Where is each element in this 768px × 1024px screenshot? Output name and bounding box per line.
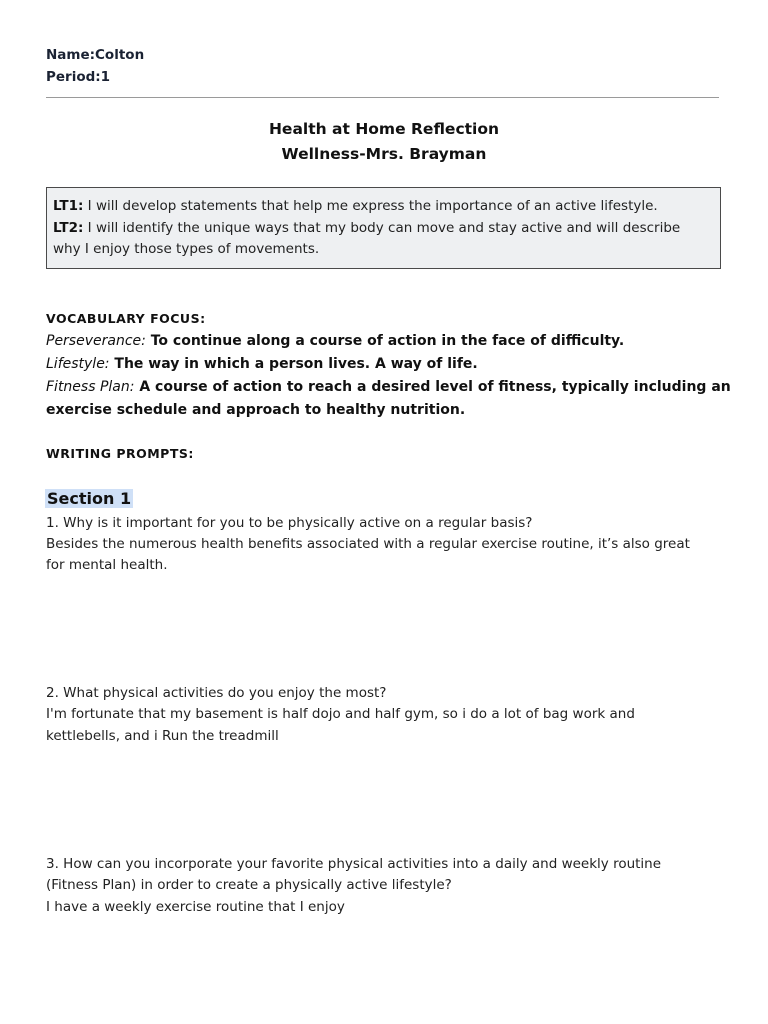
vocab-item-fitness-plan-cont xyxy=(46,399,465,422)
vocab-term: Lifestyle: xyxy=(46,356,110,372)
learning-target-2 xyxy=(53,218,714,240)
answer-1-line-2: for mental health. xyxy=(46,557,168,573)
question-3: 3. How can you incorporate your favorite physical activities into a daily and weekly routine xyxy=(46,856,662,872)
vocab-item-perseverance xyxy=(46,330,624,353)
vocab-definition: To continue along a course of action in the face of difficulty. xyxy=(145,333,625,349)
document-subtitle: Wellness-Mrs. Brayman xyxy=(281,145,487,163)
lt1-label: LT1: xyxy=(53,198,84,214)
lt2-text: I will identify the unique ways that my body can move and stay active and will describe xyxy=(83,219,681,236)
vocab-item-lifestyle xyxy=(46,353,478,376)
vocab-term: Fitness Plan: xyxy=(46,379,135,395)
student-period: Period:1 xyxy=(46,69,111,85)
vocabulary-heading: VOCABULARY FOCUS: xyxy=(46,311,206,326)
answer-1-line-1: Besides the numerous health benefits associated with a regular exercise routine, it’s also great xyxy=(46,536,690,552)
vocab-definition-cont: exercise schedule and approach to healthy nutrition. xyxy=(46,402,466,418)
vocab-term: Perseverance: xyxy=(46,333,146,349)
answer-2-line-2: kettlebells, and i Run the treadmill xyxy=(46,728,279,744)
lt2-text-cont: why I enjoy those types of movements. xyxy=(53,241,320,257)
document-title: Health at Home Reflection xyxy=(268,120,500,138)
learning-target-1 xyxy=(53,196,714,218)
learning-targets-box xyxy=(46,187,721,269)
section-1-heading: Section 1 xyxy=(47,489,132,508)
vocab-definition: The way in which a person lives. A way of life. xyxy=(109,356,478,372)
question-3-cont: (Fitness Plan) in order to create a physically active lifestyle? xyxy=(46,877,452,893)
learning-target-2-cont xyxy=(53,239,714,261)
lt1-text: I will develop statements that help me express the importance of an active lifestyle. xyxy=(83,198,658,214)
question-1: 1. Why is it important for you to be physically active on a regular basis? xyxy=(46,515,533,531)
question-2: 2. What physical activities do you enjoy the most? xyxy=(46,685,387,701)
writing-prompts-heading: WRITING PROMPTS: xyxy=(46,446,194,461)
vocab-definition: A course of action to reach a desired level of fitness, typically including an xyxy=(134,379,731,395)
answer-2-line-1: I'm fortunate that my basement is half dojo and half gym, so i do a lot of bag work and xyxy=(46,706,635,722)
header-divider xyxy=(46,97,719,98)
student-name: Name:Colton xyxy=(46,47,145,63)
lt2-label: LT2: xyxy=(53,219,84,236)
answer-3-line-1: I have a weekly exercise routine that I enjoy xyxy=(46,899,345,915)
vocab-item-fitness-plan xyxy=(46,376,731,399)
